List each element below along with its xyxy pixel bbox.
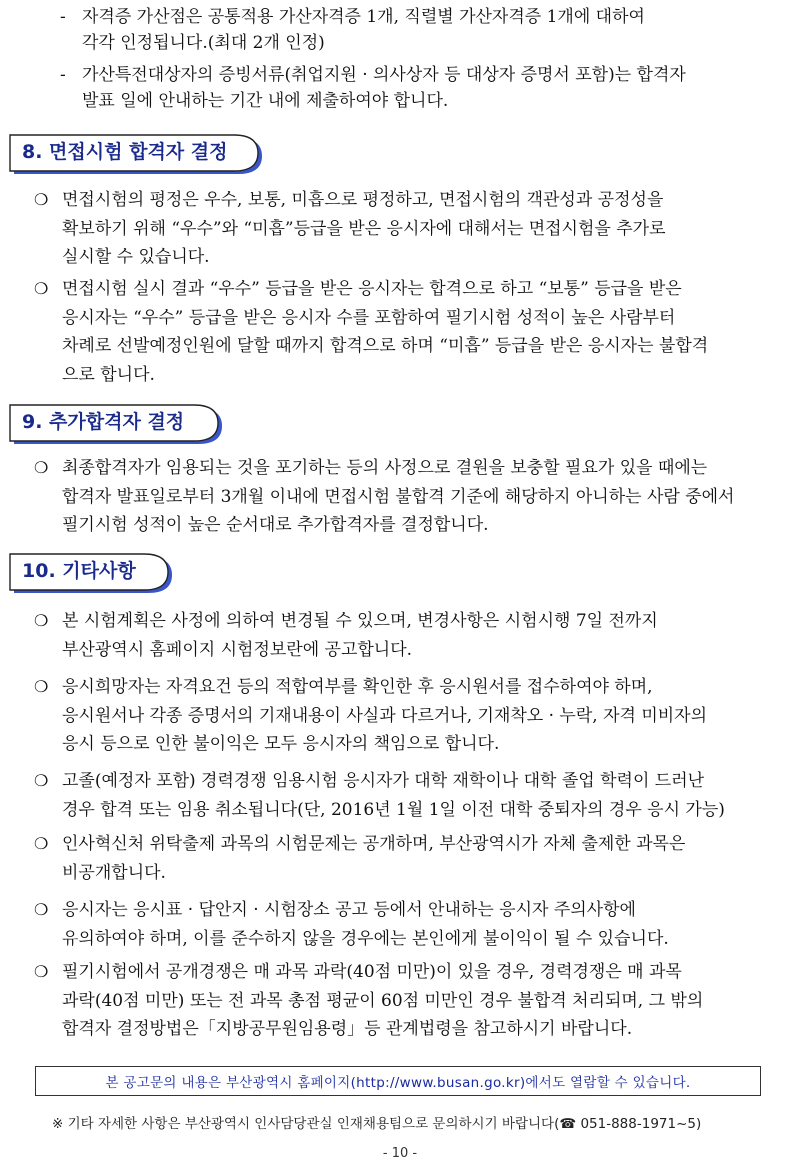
section-9-item-1-line-1: 최종합격자가 임용되는 것을 포기하는 등의 사정으로 결원을 보충할 필요가 있을 때에는 bbox=[62, 458, 708, 478]
section-10-item-5-line-1: 응시자는 응시표 · 답안지 · 시험장소 공고 등에서 안내하는 응시자 주의사항에 bbox=[62, 900, 636, 920]
page-number: - 10 - bbox=[382, 1146, 418, 1161]
section-8-item-1 bbox=[34, 186, 782, 272]
section-8-item-2-line-1: 면접시험 실시 결과 “우수” 등급을 받은 응시자는 합격으로 하고 “보통” 등급을 받은 bbox=[62, 279, 682, 299]
circle-bullet-icon: ❍ bbox=[34, 771, 49, 790]
circle-bullet-icon: ❍ bbox=[34, 677, 49, 696]
section-9-item-1 bbox=[34, 454, 782, 540]
section-8-header bbox=[8, 134, 268, 174]
section-8-item-2 bbox=[34, 275, 782, 389]
section-10-item-6 bbox=[34, 958, 782, 1044]
section-8-item-1-line-3: 실시할 수 있습니다. bbox=[62, 247, 210, 267]
section-8-item-2-line-4: 으로 합니다. bbox=[62, 364, 155, 385]
circle-bullet-icon: ❍ bbox=[34, 900, 49, 919]
contact-footnote: ※ 기타 자세한 사항은 부산광역시 인사담당관실 인재채용팀으로 문의하시기 바랍니다(☎ 051-888-1971~5) bbox=[52, 1116, 702, 1132]
circle-bullet-icon: ❍ bbox=[34, 611, 49, 630]
website-notice-text: 본 공고문의 내용은 부산광역시 홈페이지(http://www.busan.go.kr)에서도 열람할 수 있습니다. bbox=[105, 1075, 691, 1091]
section-8-item-2-line-2: 응시자는 “우수” 등급을 받은 응시자 수를 포함하여 필기시험 성적이 높은 사람부터 bbox=[62, 307, 676, 328]
section-8-item-1-line-2: 확보하기 위해 “우수”와 “미흡”등급을 받은 응시자에 대해서는 면접시험을 추가로 bbox=[62, 218, 666, 239]
circle-bullet-icon: ❍ bbox=[34, 458, 49, 477]
section-10-item-2-line-1: 응시희망자는 자격요건 등의 적합여부를 확인한 후 응시원서를 접수하여야 하며, bbox=[62, 677, 653, 697]
dash-marker: - bbox=[60, 65, 66, 85]
section-10-item-3 bbox=[34, 767, 782, 824]
dash-marker: - bbox=[60, 7, 66, 27]
circle-bullet-icon: ❍ bbox=[34, 190, 49, 209]
intro-item-2-line-1: 가산특전대상자의 증빙서류(취업지원 · 의사상자 등 대상자 증명서 포함)는 합격자 bbox=[82, 65, 686, 85]
section-10-item-4-line-2: 비공개합니다. bbox=[62, 862, 166, 883]
website-notice-box bbox=[35, 1066, 761, 1096]
section-8-item-1-line-1: 면접시험의 평정은 우수, 보통, 미흡으로 평정하고, 면접시험의 객관성과 공정성을 bbox=[62, 190, 664, 210]
section-10-header bbox=[8, 553, 178, 593]
section-10-item-3-line-1: 고졸(예정자 포함) 경력경쟁 임용시험 응시자가 대학 재학이나 대학 졸업 학력이 드러난 bbox=[62, 771, 705, 791]
section-9-title: 9. 추가합격자 결정 bbox=[22, 411, 185, 433]
section-8-item-2-line-3: 차례로 선발예정인원에 달할 때까지 합격으로 하며 “미흡” 등급을 받은 응시자는 불합격 bbox=[62, 336, 709, 356]
section-10-item-6-line-3: 합격자 결정방법은「지방공무원임용령」등 관계법령을 참고하시기 바랍니다. bbox=[62, 1019, 633, 1039]
intro-item-2-line-2: 발표 일에 안내하는 기간 내에 제출하여야 합니다. bbox=[82, 91, 449, 111]
section-10-item-5 bbox=[34, 896, 782, 953]
circle-bullet-icon: ❍ bbox=[34, 962, 49, 981]
section-10-item-1-line-1: 본 시험계획은 사정에 의하여 변경될 수 있으며, 변경사항은 시험시행 7일 전까지 bbox=[62, 611, 658, 631]
section-9-item-1-line-3: 필기시험 성적이 높은 순서대로 추가합격자를 결정합니다. bbox=[62, 515, 489, 535]
section-9-header bbox=[8, 404, 228, 444]
section-10-item-6-line-2: 과락(40점 미만) 또는 전 과목 총점 평균이 60점 미만인 경우 불합격 처리되며, 그 밖의 bbox=[62, 990, 704, 1011]
section-10-item-4-line-1: 인사혁신처 위탁출제 과목의 시험문제는 공개하며, 부산광역시가 자체 출제한 과목은 bbox=[62, 834, 686, 854]
section-10-item-1 bbox=[34, 607, 782, 664]
circle-bullet-icon: ❍ bbox=[34, 279, 49, 298]
section-10-item-2-line-2: 응시원서나 각종 증명서의 기재내용이 사실과 다르거나, 기재착오 · 누락, 자격 미비자의 bbox=[62, 705, 708, 726]
section-10-item-5-line-2: 유의하여야 하며, 이를 준수하지 않을 경우에는 본인에게 불이익이 될 수 있습니다. bbox=[62, 928, 669, 949]
section-10-item-6-line-1: 필기시험에서 공개경쟁은 매 과목 과락(40점 미만)이 있을 경우, 경력경쟁은 매 과목 bbox=[62, 962, 682, 982]
section-10-item-2-line-3: 응시 등으로 인한 불이익은 모두 응시자의 책임으로 합니다. bbox=[62, 734, 500, 754]
circle-bullet-icon: ❍ bbox=[34, 834, 49, 853]
intro-item-1-line-1: 자격증 가산점은 공통적용 가산자격증 1개, 직렬별 가산자격증 1개에 대하여 bbox=[82, 7, 645, 27]
section-10-title: 10. 기타사항 bbox=[22, 560, 136, 582]
section-10-item-4 bbox=[34, 830, 782, 887]
section-10-item-1-line-2: 부산광역시 홈페이지 시험정보란에 공고합니다. bbox=[62, 639, 413, 660]
intro-item-1-line-2: 각각 인정됩니다.(최대 2개 인정) bbox=[82, 33, 325, 53]
intro-item-2 bbox=[60, 62, 686, 114]
section-10-item-3-line-2: 경우 합격 또는 임용 취소됩니다(단, 2016년 1월 1일 이전 대학 중퇴자의 경우 응시 가능) bbox=[62, 799, 725, 820]
section-9-item-1-line-2: 합격자 발표일로부터 3개월 이내에 면접시험 불합격 기준에 해당하지 아니하는 사람 중에서 bbox=[62, 486, 735, 507]
section-8-title: 8. 면접시험 합격자 결정 bbox=[22, 141, 228, 163]
section-10-item-2 bbox=[34, 673, 782, 759]
intro-item-1 bbox=[60, 4, 645, 56]
